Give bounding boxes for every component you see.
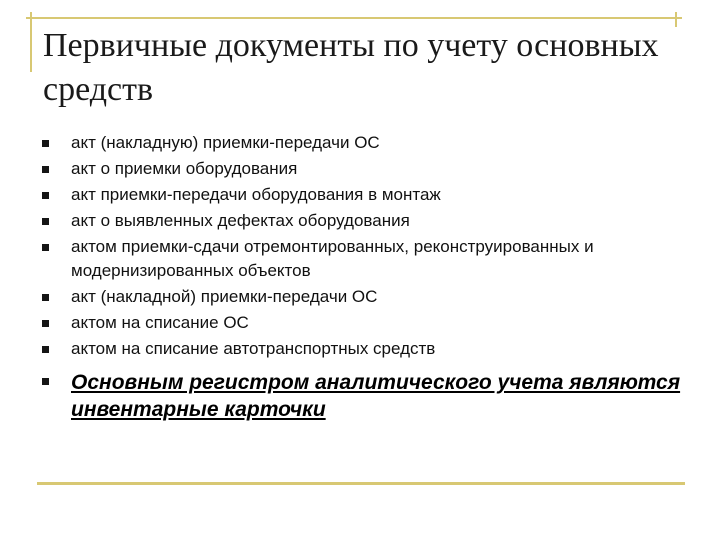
square-bullet-icon <box>42 378 49 385</box>
square-bullet-icon <box>42 140 49 147</box>
square-bullet-icon <box>42 218 49 225</box>
list-item <box>42 209 682 233</box>
list-item-text: актом на списание автотранспортных средств <box>71 339 436 358</box>
square-bullet-icon <box>42 294 49 301</box>
list-item <box>42 157 682 181</box>
list-item-text: акт приемки-передачи оборудования в монтаж <box>71 185 441 204</box>
highlighted-list-item <box>42 369 682 423</box>
square-bullet-icon <box>42 346 49 353</box>
list-item <box>42 311 682 335</box>
list-item <box>42 131 682 155</box>
top-decorative-rule <box>26 17 682 19</box>
square-bullet-icon <box>42 244 49 251</box>
square-bullet-icon <box>42 166 49 173</box>
list-item <box>42 183 682 207</box>
list-item-text: акт о выявленных дефектах оборудования <box>71 211 410 230</box>
slide-title: Первичные документы по учету основных средств <box>43 27 659 108</box>
list-item-text: акт (накладной) приемки-передачи ОС <box>71 287 378 306</box>
list-item-text: актом приемки-сдачи отремонтированных, реконструированных и модернизированных объектов <box>71 237 594 280</box>
bottom-decorative-rule <box>37 482 685 485</box>
square-bullet-icon <box>42 320 49 327</box>
list-item <box>42 285 682 309</box>
list-item <box>42 337 682 361</box>
list-item <box>42 235 682 283</box>
list-item-text: акт (накладную) приемки-передачи ОС <box>71 133 380 152</box>
document-list <box>42 131 682 425</box>
list-item-text: актом на списание ОС <box>71 313 249 332</box>
left-decorative-rule <box>30 12 32 72</box>
square-bullet-icon <box>42 192 49 199</box>
highlighted-item-text: Основным регистром аналитического учета являются инвентарные карточки <box>71 371 681 421</box>
list-item-text: акт о приемки оборудования <box>71 159 298 178</box>
